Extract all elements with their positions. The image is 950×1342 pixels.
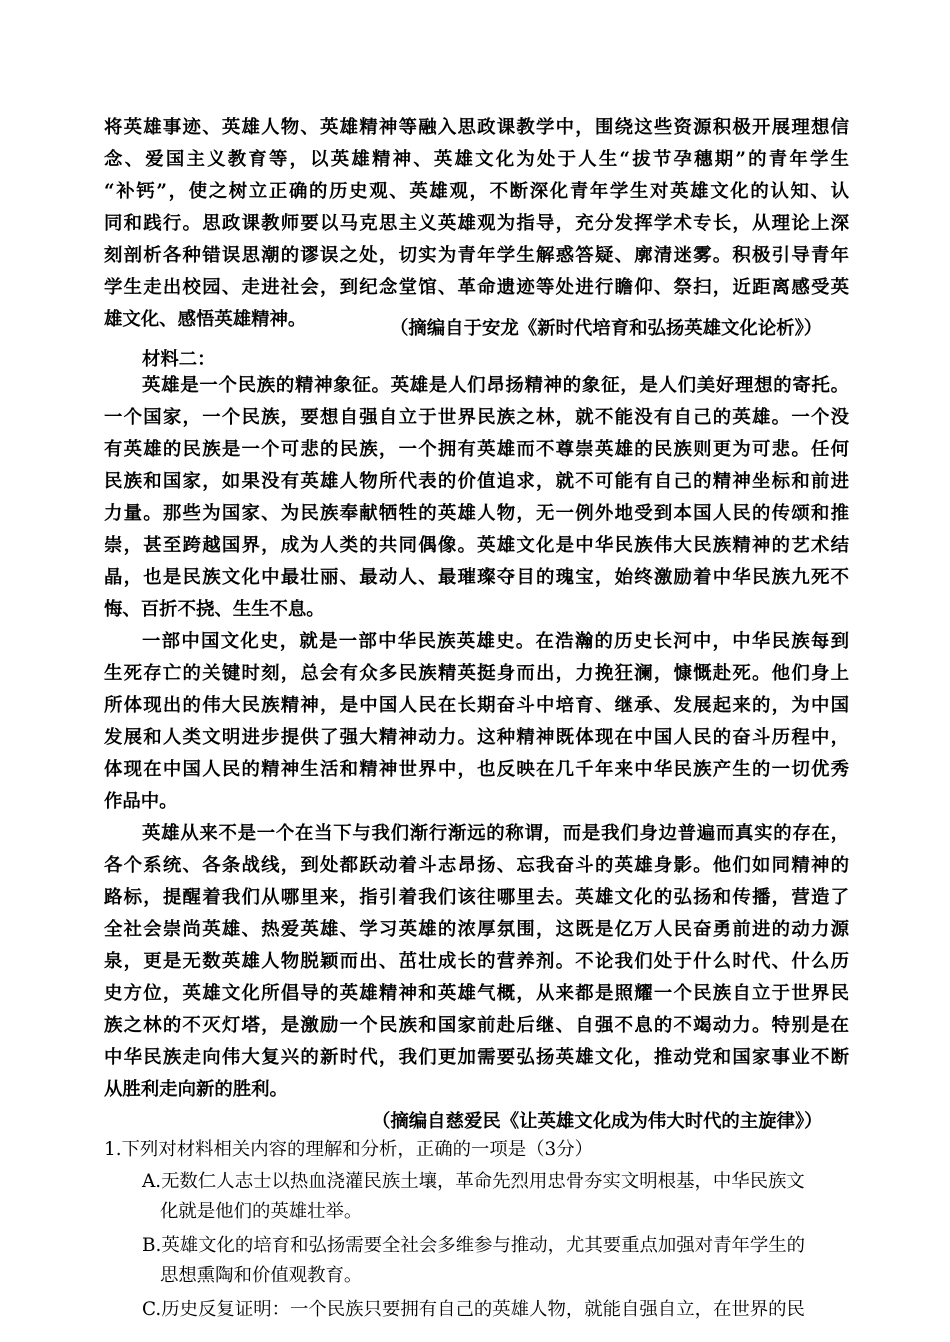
question-stem: 1.下列对材料相关内容的理解和分析，正确的一项是（3分）	[104, 1139, 594, 1160]
text-line: 发展和人类文明进步提供了强大精神动力。这种精神既体现在中国人民的奋斗历程中，	[104, 727, 849, 748]
text-line: 将英雄事迹、英雄人物、英雄精神等融入思政课教学中，围绕这些资源积极开展理想信	[104, 117, 849, 138]
option-a-continued: 化就是他们的英雄壮举。	[160, 1201, 363, 1222]
text-line: 一部中国文化史，就是一部中华民族英雄史。在浩瀚的历史长河中，中华民族每到	[142, 631, 849, 652]
text-line: 族之林的不灭灯塔，是激励一个民族和国家前赴后继、自强不息的不竭动力。特别是在	[104, 1015, 849, 1036]
material-2-heading: 材料二：	[142, 349, 216, 370]
text-line: 英雄是一个民族的精神象征。英雄是人们昂扬精神的象征，是人们美好理想的寄托。	[142, 375, 849, 396]
text-line: 路标，提醒着我们从哪里来，指引着我们该往哪里去。英雄文化的弘扬和传播，营造了	[104, 887, 849, 908]
text-line: 晶，也是民族文化中最壮丽、最动人、最璀璨夺目的瑰宝，始终激励着中华民族九死不	[104, 567, 849, 588]
source-citation-2: （摘编自慈爱民《让英雄文化成为伟大时代的主旋律》）	[372, 1111, 823, 1132]
option-c: C.历史反复证明：一个民族只要拥有自己的英雄人物，就能自强自立，在世界的民	[142, 1299, 805, 1320]
text-line: 各个系统、各条战线，到处都跃动着斗志昂扬、忘我奋斗的英雄身影。他们如同精神的	[104, 855, 849, 876]
text-line: 生死存亡的关键时刻，总会有众多民族精英挺身而出，力挽狂澜，慷慨赴死。他们身上	[104, 663, 849, 684]
text-line: 中华民族走向伟大复兴的新时代，我们更加需要弘扬英雄文化，推动党和国家事业不断	[104, 1047, 849, 1068]
text-line: 悔、百折不挠、生生不息。	[104, 599, 325, 620]
text-line: 崇，甚至跨越国界，成为人类的共同偶像。英雄文化是中华民族伟大民族精神的艺术结	[104, 535, 849, 556]
source-citation-1: （摘编自于安龙《新时代培育和弘扬英雄文化论析》）	[390, 318, 823, 339]
text-line: 史方位，英雄文化所倡导的英雄精神和英雄气概，从来都是照耀一个民族自立于世界民	[104, 983, 849, 1004]
text-line: 民族和国家，如果没有英雄人物所代表的价值追求，就不可能有自己的精神坐标和前进	[104, 471, 849, 492]
text-line: 雄文化、感悟英雄精神。	[104, 309, 307, 330]
text-line: 学生走出校园、走进社会，到纪念堂馆、革命遗迹等处进行瞻仰、祭扫，近距离感受英	[104, 277, 849, 298]
text-line: 英雄从来不是一个在当下与我们渐行渐远的称谓，而是我们身边普遍而真实的存在，	[142, 823, 849, 844]
text-line: 作品中。	[104, 791, 178, 812]
text-line: 从胜利走向新的胜利。	[104, 1079, 288, 1100]
option-b: B.英雄文化的培育和弘扬需要全社会多维参与推动，尤其要重点加强对青年学生的	[142, 1235, 806, 1256]
text-line: “补钙”，使之树立正确的历史观、英雄观，不断深化青年学生对英雄文化的认知、认	[104, 181, 849, 202]
text-line: 念、爱国主义教育等，以英雄精神、英雄文化为处于人生“拔节孕穗期”的青年学生	[104, 149, 849, 170]
text-line: 全社会崇尚英雄、热爱英雄、学习英雄的浓厚氛围，这既是亿万人民奋勇前进的动力源	[104, 919, 849, 940]
text-line: 刻剖析各种错误思潮的谬误之处，切实为青年学生解惑答疑、廓清迷雾。积极引导青年	[104, 245, 849, 266]
option-b-continued: 思想熏陶和价值观教育。	[160, 1265, 363, 1286]
text-line: 有英雄的民族是一个可悲的民族，一个拥有英雄而不尊崇英雄的民族则更为可悲。任何	[104, 439, 849, 460]
text-line: 体现在中国人民的精神生活和精神世界中，也反映在几千年来中华民族产生的一切优秀	[104, 759, 849, 780]
option-a: A.无数仁人志士以热血浇灌民族土壤，革命先烈用忠骨夯实文明根基，中华民族文	[142, 1171, 805, 1192]
text-line: 所体现出的伟大民族精神，是中国人民在长期奋斗中培育、继承、发展起来的，为中国	[104, 695, 849, 716]
text-line: 一个国家，一个民族，要想自强自立于世界民族之林，就不能没有自己的英雄。一个没	[104, 407, 849, 428]
text-line: 泉，更是无数英雄人物脱颖而出、茁壮成长的营养剂。不论我们处于什么时代、什么历	[104, 951, 849, 972]
text-line: 同和践行。思政课教师要以马克思主义英雄观为指导，充分发挥学术专长，从理论上深	[104, 213, 849, 234]
text-line: 力量。那些为国家、为民族奉献牺牲的英雄人物，无一例外地受到本国人民的传颂和推	[104, 503, 849, 524]
